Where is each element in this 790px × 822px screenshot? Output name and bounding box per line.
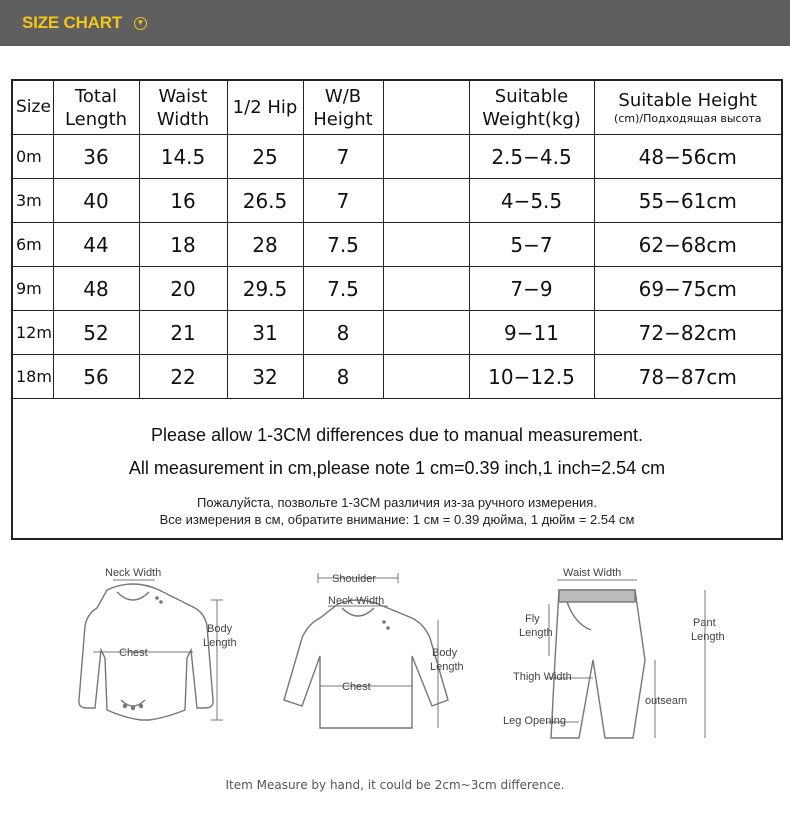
cell-size: 18m	[13, 355, 53, 399]
label-body-length-2: Length	[430, 661, 464, 673]
cell-total-length: 52	[53, 311, 139, 355]
label-pant-length-2: Length	[691, 631, 725, 643]
note-line-1: Please allow 1-3CM differences due to manual measurement.	[151, 425, 643, 445]
cell-total-length: 36	[53, 135, 139, 179]
size-table	[13, 81, 781, 399]
cell-hip: 32	[227, 355, 303, 399]
header-hip: 1/2 Hip	[227, 81, 303, 135]
cell-size: 6m	[13, 223, 53, 267]
cell-wb: 8	[303, 355, 383, 399]
cell-wb: 7	[303, 135, 383, 179]
cell-empty	[383, 223, 469, 267]
cell-size: 0m	[13, 135, 53, 179]
cell-empty	[383, 179, 469, 223]
cell-hip: 25	[227, 135, 303, 179]
measurement-diagrams	[0, 560, 790, 760]
cell-height: 72−82cm	[594, 311, 781, 355]
cell-weight: 9−11	[469, 311, 594, 355]
cell-height: 69−75cm	[594, 267, 781, 311]
measurement-notes	[13, 399, 781, 527]
bodysuit-diagram	[45, 560, 260, 735]
cell-waist: 16	[139, 179, 227, 223]
label-pant-length-1: Pant	[693, 617, 716, 629]
cell-wb: 8	[303, 311, 383, 355]
cell-weight: 7−9	[469, 267, 594, 311]
table-row	[13, 311, 781, 355]
label-body-length-1: Body	[207, 623, 233, 635]
cell-total-length: 40	[53, 179, 139, 223]
label-body-length-1: Body	[432, 647, 458, 659]
shirt-outline	[284, 600, 448, 728]
note-line-3: Пожалуйста, позвольте 1-3CM различия из-за ручного измерения.	[197, 495, 597, 510]
table-row	[13, 179, 781, 223]
table-row	[13, 223, 781, 267]
header-size: Size	[13, 81, 53, 135]
pants-diagram	[495, 560, 740, 750]
cell-size: 12m	[13, 311, 53, 355]
cell-weight: 2.5−4.5	[469, 135, 594, 179]
cell-height: 55−61cm	[594, 179, 781, 223]
label-fly-length-1: Fly	[525, 613, 540, 625]
cell-empty	[383, 267, 469, 311]
cell-hip: 26.5	[227, 179, 303, 223]
label-neck-width: Neck Width	[328, 595, 385, 607]
header-total-length: Total Length	[53, 81, 139, 135]
cell-waist: 18	[139, 223, 227, 267]
cell-height: 62−68cm	[594, 223, 781, 267]
cell-size: 9m	[13, 267, 53, 311]
chevron-down-icon[interactable]: ▼	[134, 17, 147, 30]
label-thigh-width: Thigh Width	[513, 671, 572, 683]
page-title: SIZE CHART	[22, 13, 123, 32]
note-line-2: All measurement in cm,please note 1 cm=0.39 inch,1 inch=2.54 cm	[128, 458, 666, 478]
cell-waist: 21	[139, 311, 227, 355]
cell-height: 78−87cm	[594, 355, 781, 399]
size-chart	[11, 79, 783, 540]
cell-hip: 29.5	[227, 267, 303, 311]
cell-waist: 20	[139, 267, 227, 311]
cell-weight: 5−7	[469, 223, 594, 267]
cell-weight: 4−5.5	[469, 179, 594, 223]
label-chest: Chest	[342, 681, 371, 693]
table-row	[13, 267, 781, 311]
cell-hip: 31	[227, 311, 303, 355]
cell-hip: 28	[227, 223, 303, 267]
cell-empty	[383, 135, 469, 179]
cell-waist: 14.5	[139, 135, 227, 179]
label-neck-width: Neck Width	[105, 567, 162, 579]
table-row	[13, 355, 781, 399]
label-outseam: outseam	[645, 695, 688, 707]
shirt-diagram	[262, 560, 482, 735]
cell-height: 48−56cm	[594, 135, 781, 179]
label-fly-length-2: Length	[519, 627, 553, 639]
cell-weight: 10−12.5	[469, 355, 594, 399]
header-waist-width: Waist Width	[139, 81, 227, 135]
header-bar	[0, 0, 790, 46]
header-wb-height: W/B Height	[303, 81, 383, 135]
label-shoulder: Shoulder	[332, 573, 377, 585]
table-header-row	[13, 81, 781, 135]
cell-total-length: 48	[53, 267, 139, 311]
note-line-4: Все измерения в см, обратите внимание: 1 см = 0.39 дюйма, 1 дюйм = 2.54 см	[159, 512, 635, 527]
header-suitable-weight: Suitable Weight(kg)	[469, 81, 594, 135]
cell-wb: 7	[303, 179, 383, 223]
cell-waist: 22	[139, 355, 227, 399]
label-leg-opening: Leg Opening	[503, 715, 566, 727]
cell-empty	[383, 355, 469, 399]
cell-wb: 7.5	[303, 267, 383, 311]
cell-wb: 7.5	[303, 223, 383, 267]
cell-total-length: 56	[53, 355, 139, 399]
header-suitable-height: Suitable Height (cm)/Подходящая высота	[594, 81, 781, 135]
label-waist-width: Waist Width	[563, 567, 622, 579]
cell-empty	[383, 311, 469, 355]
table-row	[13, 135, 781, 179]
header-empty	[383, 81, 469, 135]
cell-total-length: 44	[53, 223, 139, 267]
footer-note: Item Measure by hand, it could be 2cm~3cm difference.	[225, 778, 565, 792]
cell-size: 3m	[13, 179, 53, 223]
label-chest: Chest	[119, 647, 148, 659]
label-body-length-2: Length	[203, 637, 237, 649]
